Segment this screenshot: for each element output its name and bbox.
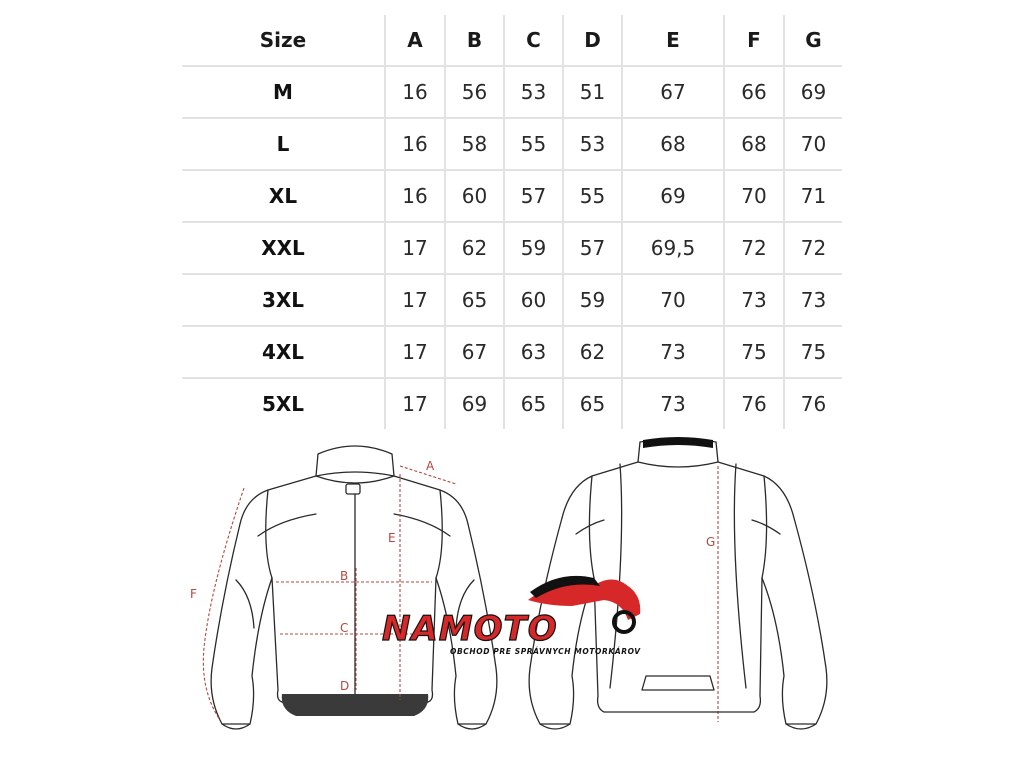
cell-b: 69 [445,378,504,429]
cell-g: 76 [800,392,827,416]
header-d: D [563,15,622,66]
cell-f: 75 [724,326,784,378]
cell-b: 58 [445,118,504,170]
logo-tagline: OBCHOD PRE SPRÁVNYCH MOTORKÁROV [450,647,641,656]
table-row [182,170,842,222]
cell-f: 76 [724,378,784,429]
jacket-measurement-diagram [0,428,1024,768]
cell-d: 62 [563,326,622,378]
size-label: XXL [182,222,385,274]
cell-e: 69,5 [622,222,724,274]
cell-g: 69 [784,66,842,118]
table-row [182,378,842,429]
cell-a: 17 [385,326,445,378]
header-e: E [622,15,724,66]
cell-c: 60 [504,274,563,326]
cell-g: 72 [784,222,842,274]
header-b: B [445,15,504,66]
table-row [182,326,842,378]
cell-c: 65 [504,378,563,429]
jacket-front-illustration [211,446,497,729]
cell-a: 17 [385,274,445,326]
cell-a: 16 [385,170,445,222]
cell-f: 72 [724,222,784,274]
measure-label-g: G [706,535,716,549]
cell-b: 67 [445,326,504,378]
cell-g: 73 [784,274,842,326]
table-row [182,118,842,170]
size-label: XL [182,170,385,222]
measure-label-d: D [340,679,350,693]
cell-b: 60 [445,170,504,222]
cell-c: 59 [504,222,563,274]
header-f: F [724,15,784,66]
size-chart-table [182,15,842,429]
cell-g: 75 [784,326,842,378]
cell-d: 57 [563,222,622,274]
cell-f: 73 [724,274,784,326]
measure-label-f: F [190,587,197,601]
header-g: G [784,15,842,66]
cell-c: 53 [504,66,563,118]
cell-c: 57 [504,170,563,222]
cell-d: 65 [563,378,622,429]
cell-b: 62 [445,222,504,274]
size-label: M [182,66,385,118]
size-label: L [182,118,385,170]
size-label: 5XL [182,378,385,429]
header-c: C [504,15,563,66]
table-row [182,66,842,118]
cell-e: 68 [622,118,724,170]
cell-c: 63 [504,326,563,378]
cell-e: 67 [622,66,724,118]
header-a: A [385,15,445,66]
table-row [182,222,842,274]
cell-f: 70 [724,170,784,222]
header-size: Size [182,15,385,66]
table-header-row [182,15,842,66]
size-label: 3XL [182,274,385,326]
cell-a: 17 [385,378,445,429]
jacket-hem-shape [282,694,428,716]
cell-d: 59 [563,274,622,326]
measure-label-e: E [388,531,396,545]
cell-e: 70 [622,274,724,326]
measurement-lines [203,466,718,722]
jacket-back-collar-band [643,437,713,448]
measure-label-a: A [426,459,435,473]
cell-e: 73 [622,326,724,378]
cell-c: 55 [504,118,563,170]
cell-g: 70 [784,118,842,170]
cell-f: 66 [724,66,784,118]
namoto-logo [382,576,641,656]
cell-d: 51 [563,66,622,118]
cell-d: 53 [563,118,622,170]
cell-e: 69 [622,170,724,222]
measure-label-c: C [340,621,349,635]
cell-a: 17 [385,222,445,274]
size-label: 4XL [182,326,385,378]
cell-e: 73 [622,378,724,429]
cell-g: 71 [784,170,842,222]
cell-f: 68 [724,118,784,170]
cell-a: 16 [385,118,445,170]
table-row [182,274,842,326]
logo-brand: NAMOTO [382,609,558,649]
cell-b: 56 [445,66,504,118]
cell-b: 65 [445,274,504,326]
cell-a: 16 [385,66,445,118]
cell-d: 55 [563,170,622,222]
measure-label-b: B [340,569,349,583]
